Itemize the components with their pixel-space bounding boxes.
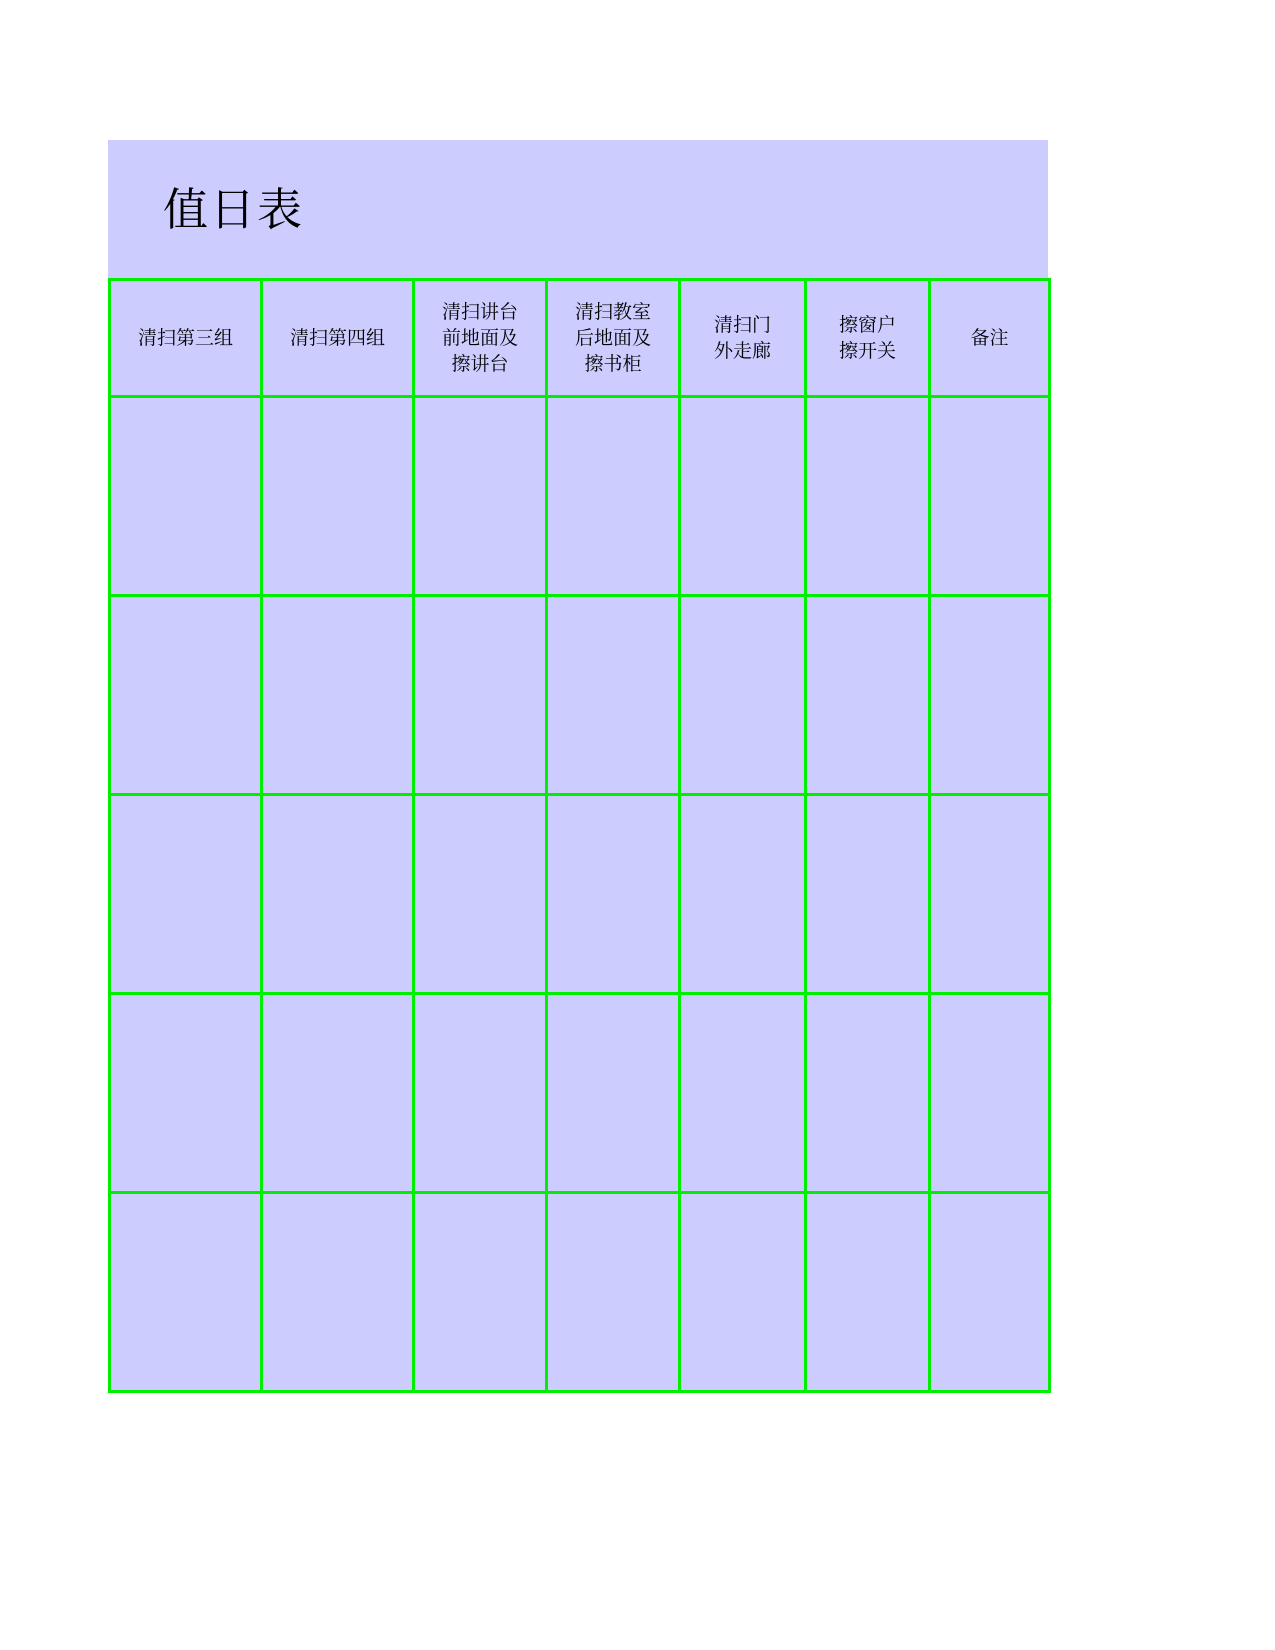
header-line: 擦书柜 (584, 353, 642, 375)
column-header-cleanup-group-4 (262, 280, 414, 397)
header-line: 前地面及 (441, 327, 518, 349)
table-cell[interactable] (414, 1193, 547, 1392)
duty-roster-sheet (108, 140, 1048, 1393)
table-cell[interactable] (680, 994, 806, 1193)
table-cell[interactable] (547, 596, 680, 795)
table-cell[interactable] (262, 1193, 414, 1392)
header-line: 擦开关 (838, 340, 896, 362)
table-cell[interactable] (930, 994, 1050, 1193)
page-title: 值日表 (163, 182, 305, 236)
column-header-windows-switches (806, 280, 930, 397)
table-cell[interactable] (262, 397, 414, 596)
table-cell[interactable] (806, 596, 930, 795)
table-cell[interactable] (680, 1193, 806, 1392)
table-cell[interactable] (262, 596, 414, 795)
table-row (110, 994, 1050, 1193)
table-row (110, 397, 1050, 596)
header-line: 备注 (970, 327, 1009, 349)
table-cell[interactable] (806, 795, 930, 994)
table-cell[interactable] (414, 994, 547, 1193)
header-line: 后地面及 (574, 327, 651, 349)
table-cell[interactable] (930, 1193, 1050, 1392)
table-cell[interactable] (414, 596, 547, 795)
table-cell[interactable] (680, 795, 806, 994)
table-cell[interactable] (930, 795, 1050, 994)
header-line: 外走廊 (713, 340, 771, 362)
table-cell[interactable] (547, 1193, 680, 1392)
table-cell[interactable] (110, 795, 262, 994)
table-cell[interactable] (930, 596, 1050, 795)
table-row (110, 795, 1050, 994)
column-header-remarks (930, 280, 1050, 397)
table-cell[interactable] (110, 596, 262, 795)
table-cell[interactable] (680, 596, 806, 795)
title-band (108, 140, 1048, 278)
header-line: 清扫教室 (574, 301, 651, 323)
table-cell[interactable] (547, 397, 680, 596)
header-line: 擦讲台 (451, 353, 509, 375)
table-cell[interactable] (262, 994, 414, 1193)
table-row (110, 1193, 1050, 1392)
table-cell[interactable] (414, 795, 547, 994)
table-row (110, 596, 1050, 795)
header-line: 擦窗户 (838, 314, 896, 336)
column-header-cleanup-group-3 (110, 280, 262, 397)
table-cell[interactable] (806, 1193, 930, 1392)
table-cell[interactable] (806, 994, 930, 1193)
table-cell[interactable] (110, 397, 262, 596)
table-cell[interactable] (547, 795, 680, 994)
column-header-podium-floor (414, 280, 547, 397)
column-header-corridor (680, 280, 806, 397)
table-cell[interactable] (680, 397, 806, 596)
column-header-back-floor-bookcase (547, 280, 680, 397)
table-header-row (110, 280, 1050, 397)
table-cell[interactable] (806, 397, 930, 596)
header-line: 清扫第三组 (137, 327, 233, 349)
duty-table (108, 278, 1051, 1393)
table-cell[interactable] (110, 994, 262, 1193)
header-line: 清扫第四组 (289, 327, 385, 349)
table-cell[interactable] (547, 994, 680, 1193)
table-cell[interactable] (110, 1193, 262, 1392)
table-cell[interactable] (262, 795, 414, 994)
header-line: 清扫讲台 (441, 301, 518, 323)
table-cell[interactable] (930, 397, 1050, 596)
header-line: 清扫门 (713, 314, 771, 336)
table-cell[interactable] (414, 397, 547, 596)
